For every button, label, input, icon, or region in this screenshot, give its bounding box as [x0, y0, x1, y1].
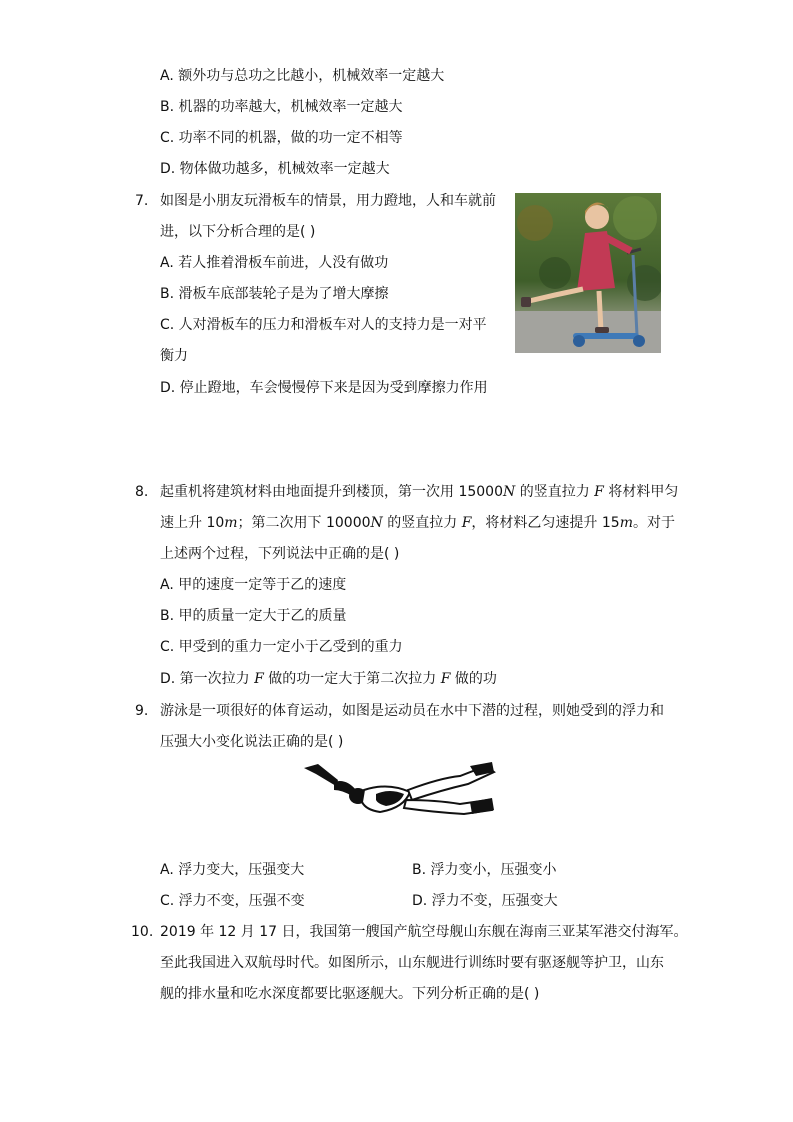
q7-option-c-line1: C. 人对滑板车的压力和滑板车对人的支持力是一对平	[160, 317, 487, 333]
q6-option-a: A. 额外功与总功之比越小，机械效率一定越大	[160, 68, 445, 84]
q8-option-c: C. 甲受到的重力一定小于乙受到的重力	[160, 639, 403, 655]
q7-stem-line2: 进，以下分析合理的是( )	[160, 224, 316, 240]
q10-stem-line1: 2019 年 12 月 17 日，我国第一艘国产航空母舰山东舰在海南三亚某军港交付海军。	[160, 924, 688, 940]
q9-number: 9.	[135, 703, 149, 719]
q8-option-a: A. 甲的速度一定等于乙的速度	[160, 577, 347, 593]
scooter-photo	[515, 193, 661, 353]
q7-stem-line1: 如图是小朋友玩滑板车的情景，用力蹬地，人和车就前	[160, 193, 496, 209]
q9-option-d: D. 浮力不变，压强变大	[412, 893, 558, 909]
q9-stem-line2: 压强大小变化说法正确的是( )	[160, 734, 344, 750]
q10-number: 10.	[131, 924, 154, 940]
q8-stem-line1: 起重机将建筑材料由地面提升到楼顶，第一次用 15000N 的竖直拉力 F 将材料甲匀	[160, 484, 679, 500]
q10-stem-line2: 至此我国进入双航母时代。如图所示，山东舰进行训练时要有驱逐舰等护卫，山东	[160, 955, 664, 971]
q8-option-d: D. 第一次拉力 F 做的功一定大于第二次拉力 F 做的功	[160, 671, 497, 687]
q8-number: 8.	[135, 484, 149, 500]
q8-stem-line2: 速上升 10m；第二次用下 10000N 的竖直拉力 F，将材料乙匀速提升 15m。对于	[160, 515, 675, 531]
q9-stem-line1: 游泳是一项很好的体育运动，如图是运动员在水中下潜的过程，则她受到的浮力和	[160, 703, 664, 719]
q9-option-b: B. 浮力变小，压强变小	[412, 862, 557, 878]
diver-figure	[300, 760, 496, 822]
q10-stem-line3: 舰的排水量和吃水深度都要比驱逐舰大。下列分析正确的是( )	[160, 986, 540, 1002]
q7-option-b: B. 滑板车底部装轮子是为了增大摩擦	[160, 286, 389, 302]
q8-stem-line3: 上述两个过程，下列说法中正确的是( )	[160, 546, 400, 562]
q7-option-a: A. 若人推着滑板车前进，人没有做功	[160, 255, 389, 271]
q6-option-c: C. 功率不同的机器，做的功一定不相等	[160, 130, 403, 146]
q8-option-b: B. 甲的质量一定大于乙的质量	[160, 608, 347, 624]
q7-option-d: D. 停止蹬地，车会慢慢停下来是因为受到摩擦力作用	[160, 380, 488, 396]
q9-option-a: A. 浮力变大，压强变大	[160, 862, 305, 878]
q6-option-d: D. 物体做功越多，机械效率一定越大	[160, 161, 390, 177]
q9-option-c: C. 浮力不变，压强不变	[160, 893, 305, 909]
q7-number: 7.	[135, 193, 149, 209]
q6-option-b: B. 机器的功率越大，机械效率一定越大	[160, 99, 403, 115]
q7-option-c-line2: 衡力	[160, 348, 188, 364]
